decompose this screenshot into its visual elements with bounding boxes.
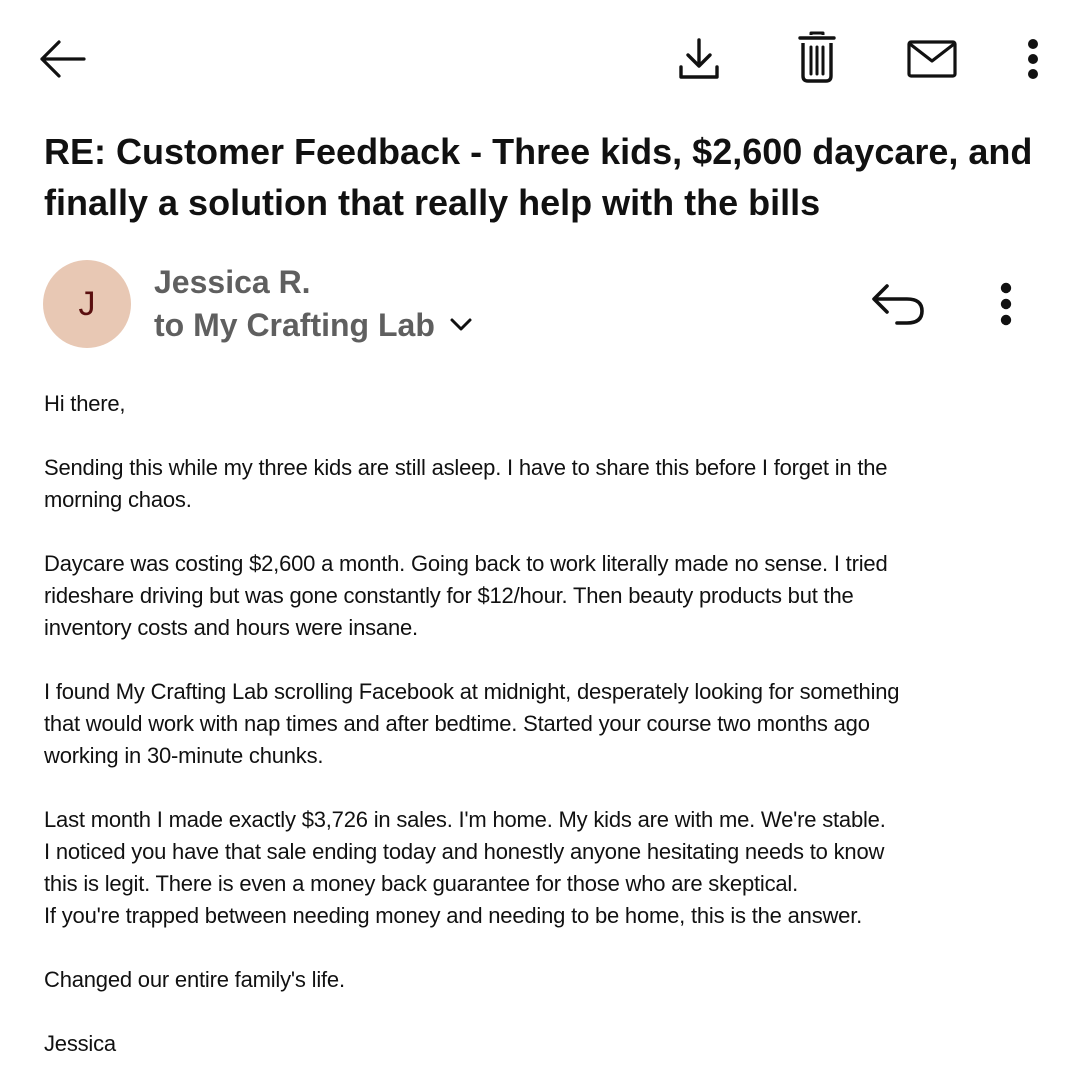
download-icon (677, 37, 721, 81)
sender-avatar[interactable]: J (43, 260, 131, 348)
recipient-label: to My Crafting Lab (154, 307, 435, 343)
email-subject: RE: Customer Feedback - Three kids, $2,600 daycare, and finally a solution that really help with the bills (44, 131, 1033, 223)
body-paragraph-2 (44, 548, 1044, 644)
body-line: Last month I made exactly $3,726 in sales. I'm home. My kids are with me. We're stable. (44, 807, 886, 832)
body-line: working in 30-minute chunks. (44, 743, 324, 768)
trash-icon (797, 30, 837, 84)
mark-unread-button[interactable] (902, 30, 962, 88)
body-line: I noticed you have that sale ending today and honestly anyone hesitating needs to know (44, 839, 885, 864)
envelope-icon (906, 39, 958, 79)
body-paragraph-4 (44, 804, 1044, 932)
body-signature: Jessica (44, 1031, 116, 1056)
body-line: Daycare was costing $2,600 a month. Going back to work literally made no sense. I tried (44, 551, 888, 576)
body-line: inventory costs and hours were insane. (44, 615, 418, 640)
body-line: morning chaos. (44, 487, 192, 512)
more-options-button[interactable] (1012, 30, 1054, 88)
email-body (44, 388, 1044, 1092)
body-line: If you're trapped between needing money and needing to be home, this is the answer. (44, 903, 863, 928)
body-paragraph-1 (44, 452, 1044, 516)
body-greeting: Hi there, (44, 391, 126, 416)
chevron-down-icon (449, 317, 473, 333)
body-paragraph-5: Changed our entire family's life. (44, 967, 345, 992)
download-button[interactable] (670, 30, 728, 88)
delete-button[interactable] (788, 26, 846, 88)
sender-name: Jessica R. (154, 264, 311, 300)
more-vertical-icon (999, 282, 1013, 326)
arrow-left-icon (37, 39, 87, 79)
recipient-details-toggle[interactable] (154, 305, 473, 345)
sender-header (0, 258, 1080, 354)
more-vertical-icon (1026, 38, 1040, 80)
body-line: this is legit. There is even a money back guarantee for those who are skeptical. (44, 871, 799, 896)
body-line: Sending this while my three kids are still asleep. I have to share this before I forget in the (44, 455, 888, 480)
body-line: rideshare driving but was gone constantly for $12/hour. Then beauty products but the (44, 583, 854, 608)
body-paragraph-3 (44, 676, 1044, 772)
body-line: that would work with nap times and after bedtime. Started your course two months ago (44, 711, 870, 736)
reply-icon (869, 281, 927, 327)
top-toolbar (0, 0, 1080, 118)
message-more-options-button[interactable] (988, 274, 1024, 334)
body-line: I found My Crafting Lab scrolling Facebook at midnight, desperately looking for something (44, 679, 900, 704)
reply-button[interactable] (866, 276, 930, 332)
back-button[interactable] (30, 30, 94, 88)
